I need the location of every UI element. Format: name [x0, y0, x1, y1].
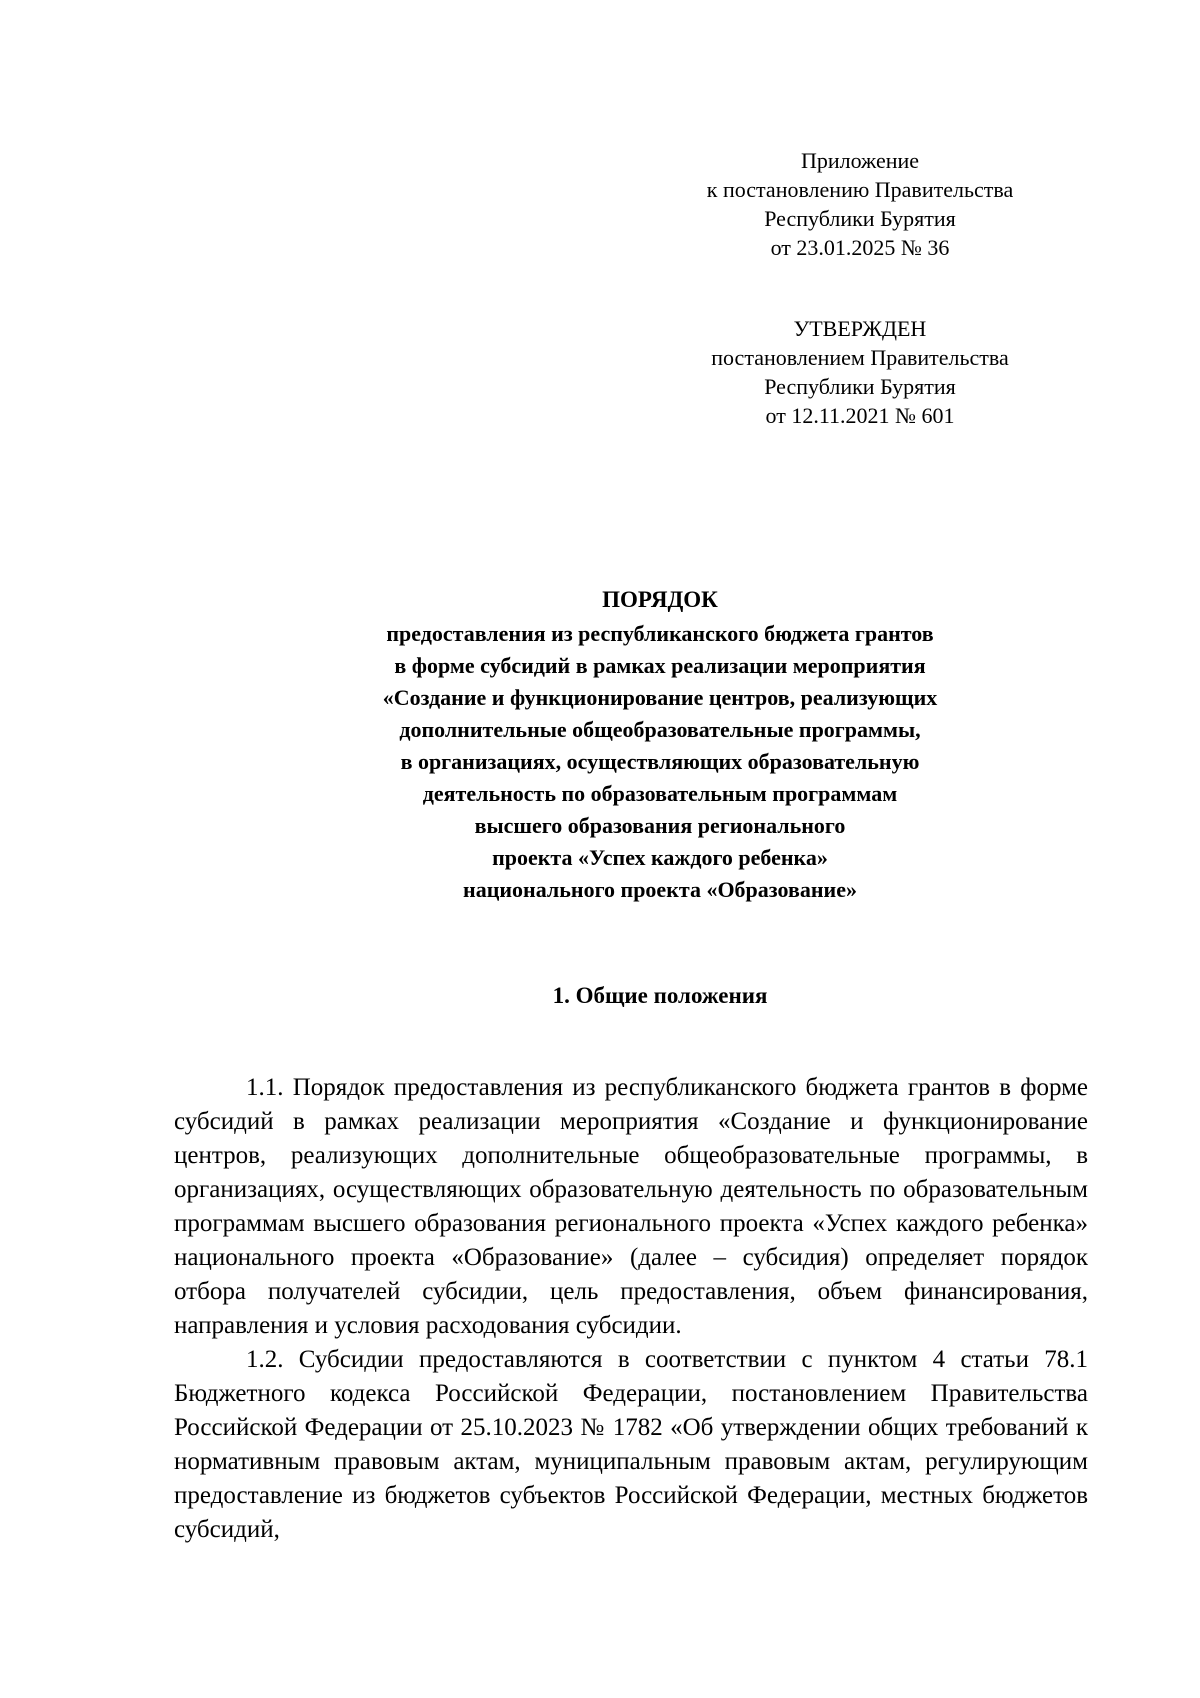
approval-line-4: от 12.11.2021 № 601	[765, 403, 955, 428]
document-title-block	[160, 584, 1160, 906]
section-heading: 1. Общие положения	[552, 983, 768, 1008]
appendix-line-1: Приложение	[800, 148, 920, 173]
document-title: ПОРЯДОК	[602, 587, 718, 612]
title-line: «Создание и функционирование центров, реализующих	[382, 685, 938, 710]
title-line: деятельность по образовательным программам	[422, 781, 898, 806]
approval-stamp	[660, 314, 1060, 430]
approval-line-3: Республики Бурятия	[764, 374, 956, 399]
title-line: дополнительные общеобразовательные программы,	[399, 717, 921, 742]
appendix-line-3: Республики Бурятия	[764, 206, 956, 231]
approval-line-2: постановлением Правительства	[711, 345, 1009, 370]
appendix-line-2: к постановлению Правительства	[706, 177, 1014, 202]
title-line: в организациях, осуществляющих образовательную	[400, 749, 920, 774]
title-line: проекта «Успех каждого ребенка»	[492, 845, 828, 870]
appendix-line-4: от 23.01.2025 № 36	[770, 235, 950, 260]
paragraph-1-2: 1.2. Субсидии предоставляются в соответствии с пунктом 4 статьи 78.1 Бюджетного кодекса Российской Федерации, постановлением Правительства Российской Федерации от 25.10.2023 № 1782 «Об утверждении общих требований к нормативным правовым актам, муниципальным правовым актам, регулирующим предоставление из бюджетов субъектов Российской Федерации, местных бюджетов субсидий,	[174, 1346, 1088, 1543]
approval-line-1: УТВЕРЖДЕН	[793, 316, 927, 341]
title-line: высшего образования регионального	[474, 813, 846, 838]
document-body	[174, 1071, 1088, 1547]
title-line: предоставления из республиканского бюджета грантов	[386, 621, 934, 646]
title-line: в форме субсидий в рамках реализации мероприятия	[394, 653, 926, 678]
title-line: национального проекта «Образование»	[463, 877, 857, 902]
paragraph-1-1: 1.1. Порядок предоставления из республиканского бюджета грантов в форме субсидий в рамках реализации мероприятия «Создание и функционирование центров, реализующих дополнительные общеобразовательные программы, в организациях, осуществляющих образовательную деятельность по образовательным программам высшего образования регионального проекта «Успех каждого ребенка» национального проекта «Образование» (далее – субсидия) определяет порядок отбора получателей субсидии, цель предоставления, объем финансирования, направления и условия расходования субсидии.	[174, 1074, 1088, 1339]
appendix-stamp	[660, 146, 1060, 262]
